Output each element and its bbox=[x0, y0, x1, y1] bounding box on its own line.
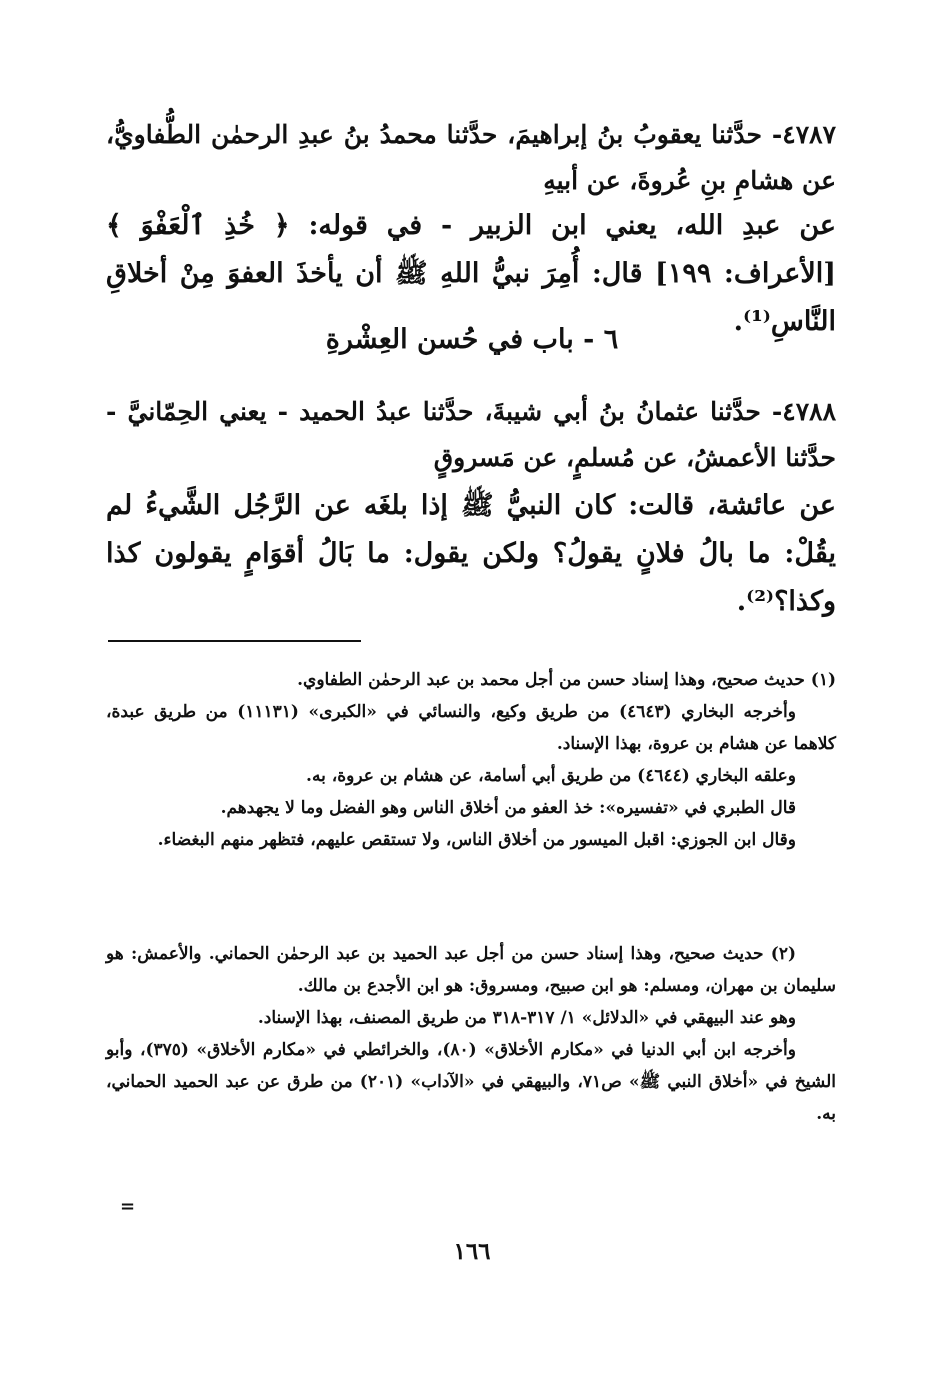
hadith-4787-isnad: ٤٧٨٧- حدَّثنا يعقوبُ بنُ إبراهيمَ، حدَّثنا محمدُ بنُ عبدِ الرحمٰن الطُّفاويُّ، عن هشامِ بنِ عُروةَ، عن أبيهِ bbox=[106, 120, 836, 195]
footnote-separator bbox=[108, 640, 361, 642]
hadith-4788-isnad: ٤٧٨٨- حدَّثنا عثمانُ بنُ أبي شيبةَ، حدَّثنا عبدُ الحميد - يعني الحِمّانيَّ - حدَّثنا الأعمشُ، عن مُسلمٍ، عن مَسروقٍ bbox=[106, 397, 836, 472]
footnote-1-line: وقال ابن الجوزي: اقبل الميسور من أخلاق الناس، ولا تستقص عليهم، فتظهر منهم البغضاء. bbox=[157, 830, 796, 850]
hadith-4788-matn: عن عائشة، قالت: كان النبيُّ ﷺ إذا بلغَه عن الرَّجُل الشَّيءُ لم يقُلْ: ما بالُ فلانٍ يقولُ؟ ولكن يقول: ما بَالُ أقوَامٍ يقولون كذا وكذا؟⁽²⁾. bbox=[106, 490, 836, 617]
footnote-2-line: وأخرجه ابن أبي الدنيا في «مكارم الأخلاق» (٨٠)، والخرائطي في «مكارم الأخلاق» (٣٧٥)، وأبو الشيخ في «أخلاق النبي ﷺ» ص٧١، والبيهقي في «الآداب» (٢٠١) من طرق عن عبد الحميد الحماني، به. bbox=[106, 1040, 837, 1124]
footnote-1-line: وعلقه البخاري (٤٦٤٤) من طريق أبي أسامة، عن هشام بن عروة، به. bbox=[306, 766, 796, 786]
page-number: ١٦٦ bbox=[453, 1238, 491, 1265]
footnote-2 bbox=[106, 938, 836, 1130]
chapter-heading: ٦ - باب في حُسن العِشْرةِ bbox=[325, 324, 619, 355]
continuation-mark: = bbox=[120, 1196, 136, 1217]
footnote-1-line: (١) حديث صحيح، وهذا إسناد حسن من أجل محمد بن عبد الرحمٰن الطفاوي. bbox=[297, 670, 836, 690]
footnote-2-line: (٢) حديث صحيح، وهذا إسناد حسن من أجل عبد الحميد بن عبد الرحمٰن الحماني. والأعمش: هو سليمان بن مهران، ومسلم: هو ابن صبيح، ومسروق: هو ابن الأجدع بن مالك. bbox=[106, 944, 836, 996]
footnote-2-line: وهو عند البيهقي في «الدلائل» ١/ ٣١٧-٣١٨ من طريق المصنف، بهذا الإسناد. bbox=[257, 1008, 796, 1028]
footnote-1-line: قال الطبري في «تفسيره»: خذ العفو من أخلاق الناس وهو الفضل وما لا يجهدهم. bbox=[220, 798, 796, 818]
footnote-1-line: وأخرجه البخاري (٤٦٤٣) من طريق وكيع، والنسائي في «الكبرى» (١١١٣١) من طريق عبدة، كلاهما عن هشام بن عروة، بهذا الإسناد. bbox=[106, 702, 836, 754]
hadith-4787-matn: عن عبدِ الله، يعني ابن الزبير - في قوله: ﴿ خُذِ ٱلْعَفْوَ ﴾ [الأعراف: ١٩٩] قال: أُمِرَ نبيُّ اللهِ ﷺ أن يأخذَ العفوَ مِنْ أخلاقِ النَّاسِ⁽¹⁾. bbox=[106, 210, 836, 337]
footnote-1 bbox=[106, 664, 836, 856]
